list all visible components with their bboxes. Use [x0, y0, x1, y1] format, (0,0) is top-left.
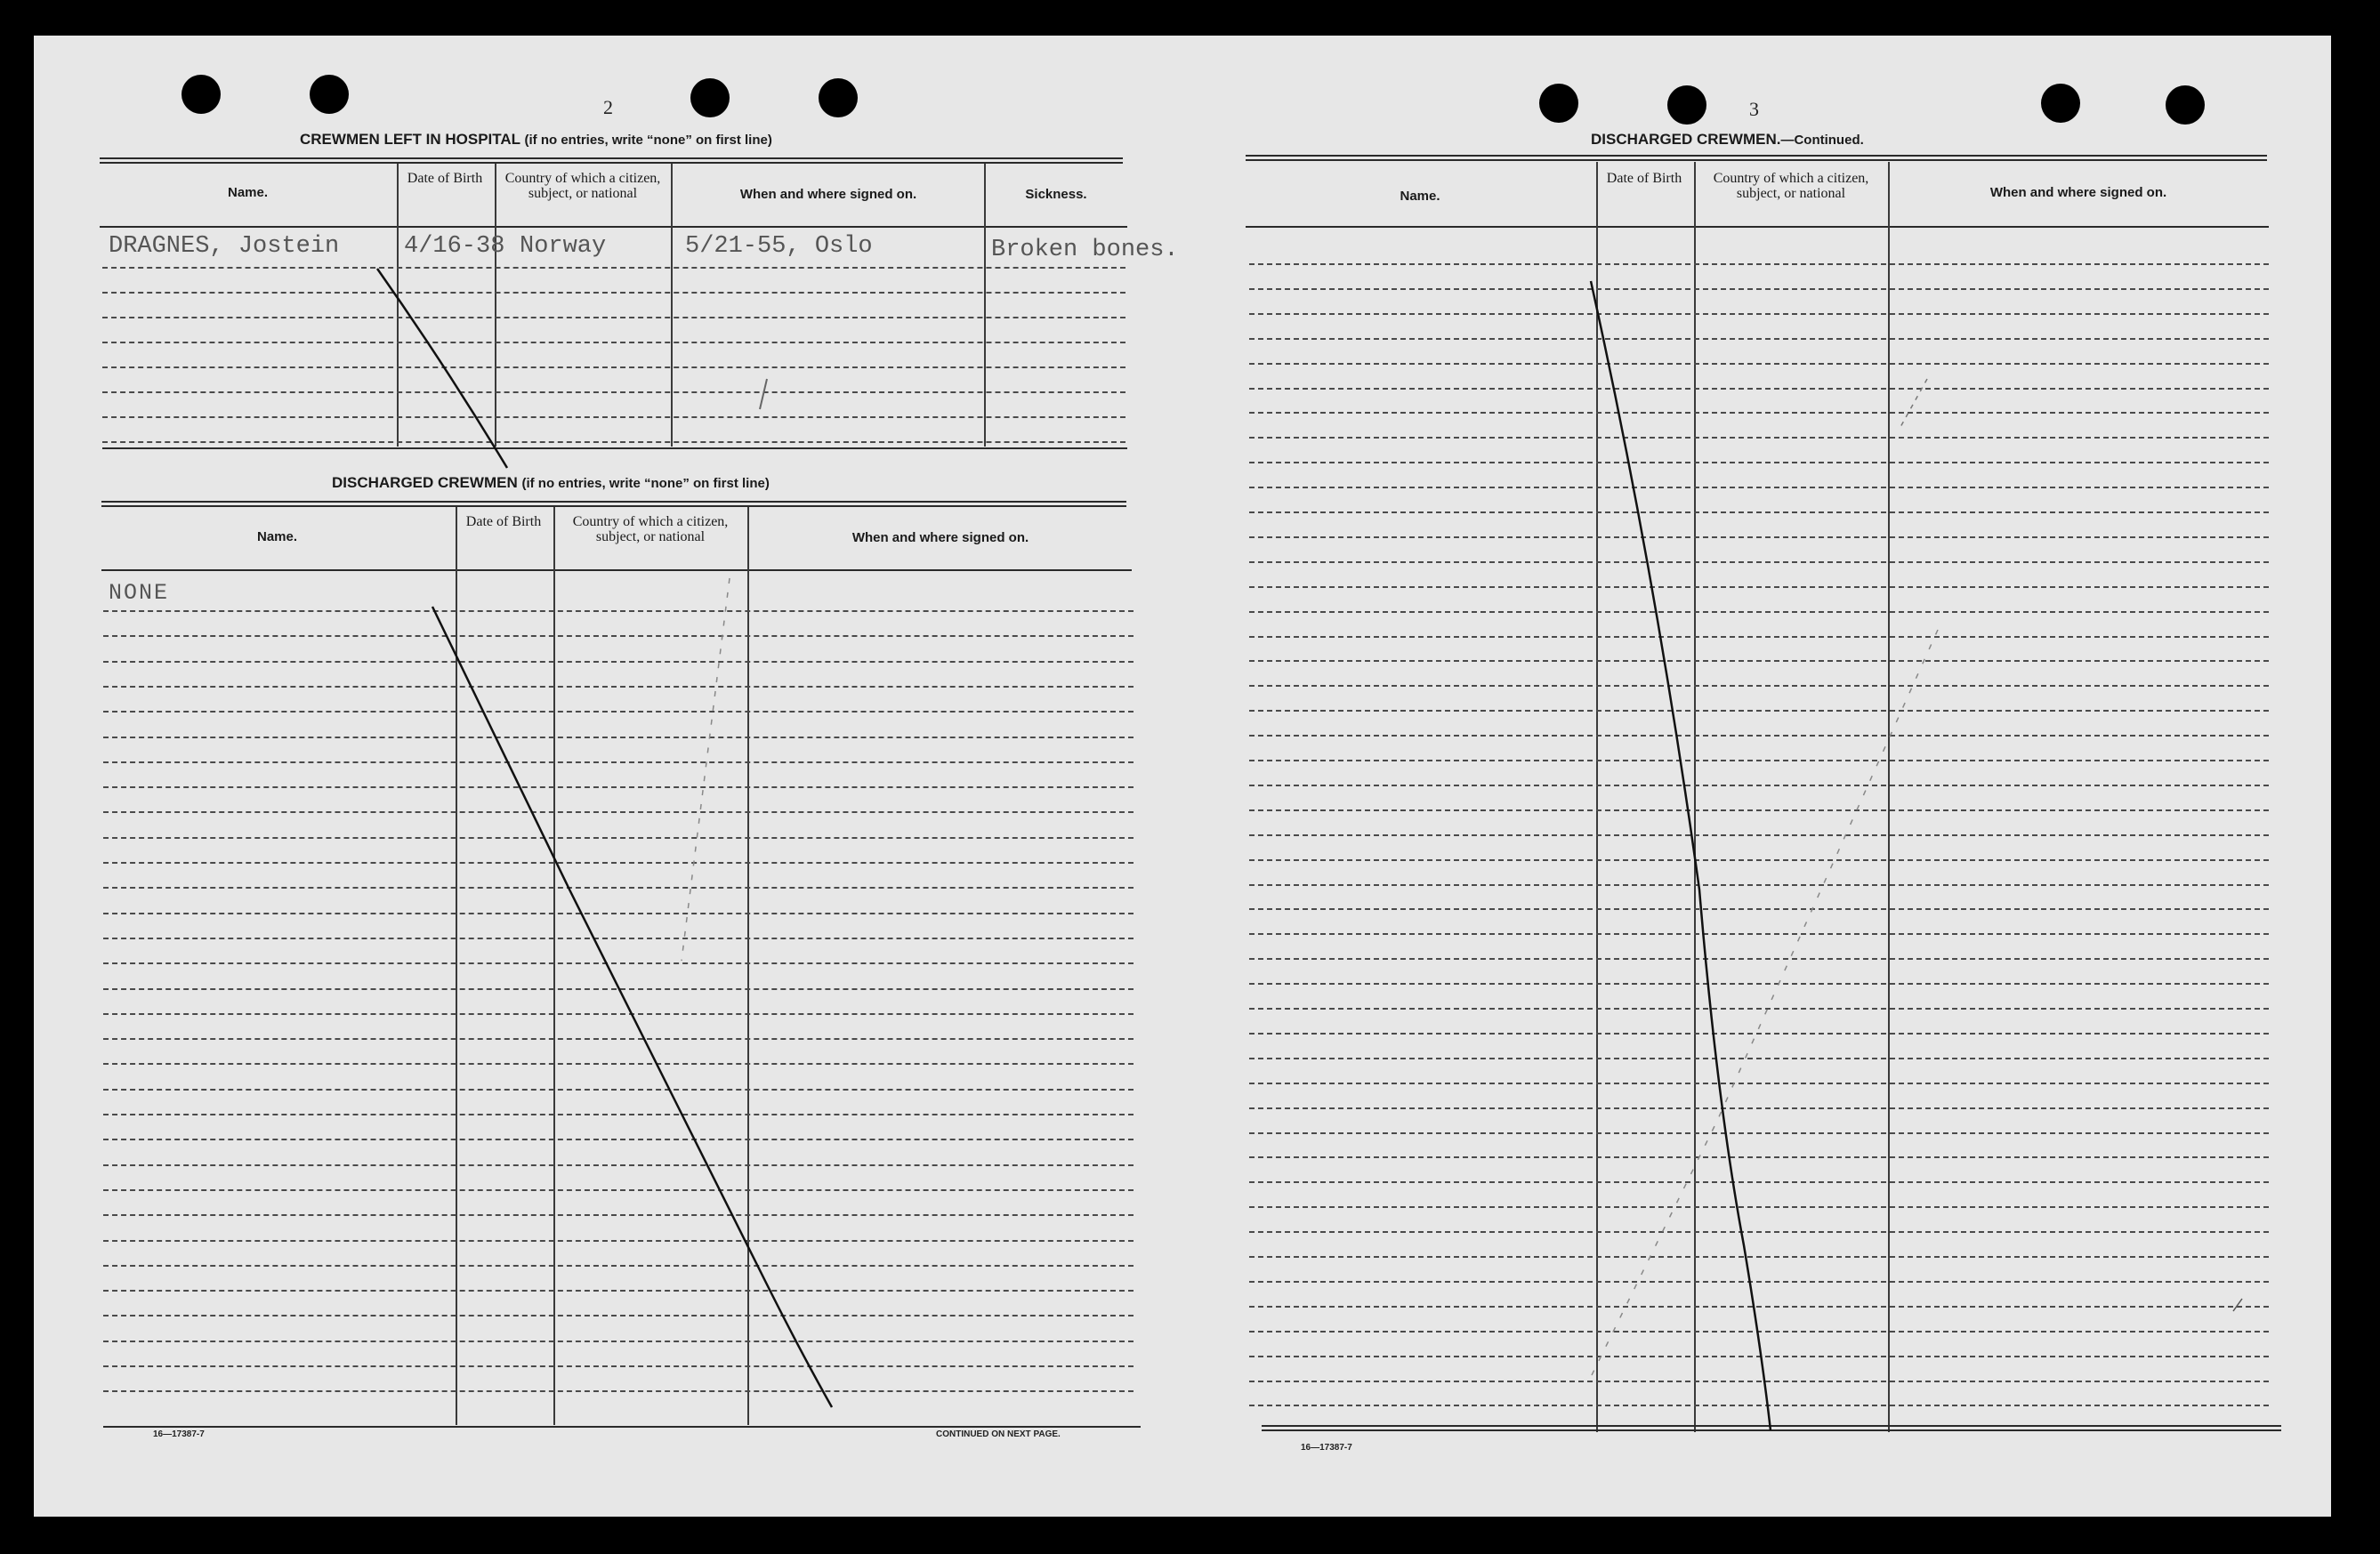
col-header-name: Name.: [1400, 189, 1440, 204]
diagonal-cancel-stroke: [377, 269, 507, 468]
entry-name: DRAGNES, Jostein: [109, 233, 340, 260]
entry-name: NONE: [109, 580, 170, 606]
vertical-cancel-stroke: [1591, 281, 1771, 1430]
col-header-signed-on: When and where signed on.: [1989, 185, 2167, 200]
continued-note: CONTINUED ON NEXT PAGE.: [936, 1429, 1061, 1439]
discharged-title-text: DISCHARGED CREWMEN: [332, 474, 518, 491]
faint-pencil-stroke: [760, 379, 767, 409]
right-title-text: DISCHARGED CREWMEN.: [1591, 131, 1781, 148]
col-header-name: Name.: [227, 185, 269, 200]
col-header-country: Country of which a citizen, subject, or national: [1713, 171, 1869, 201]
form-number: 16—17387-7: [153, 1429, 205, 1439]
col-header-signed-on: When and where signed on.: [739, 187, 917, 202]
hospital-title-note: (if no entries, write “none” on first line): [524, 133, 772, 148]
col-header-signed-on: When and where signed on.: [851, 530, 1029, 545]
entry-country: Norway: [520, 233, 607, 260]
col-header-country: Country of which a citizen, subject, or national: [504, 171, 661, 201]
page-number: 3: [1749, 98, 1759, 120]
diagonal-cancel-stroke: [432, 607, 832, 1407]
col-header-sickness: Sickness.: [1025, 187, 1087, 202]
col-header-dob: Date of Birth: [407, 171, 483, 186]
entry-dob: 4/16-38: [404, 233, 505, 260]
hospital-title-text: CREWMEN LEFT IN HOSPITAL: [300, 131, 520, 148]
right-title-suffix: —Continued.: [1780, 133, 1864, 148]
faint-pencil-stroke: [682, 578, 730, 961]
col-header-dob: Date of Birth: [1606, 171, 1682, 186]
faint-pencil-stroke: [1900, 379, 1927, 427]
entry-signed-on: 5/21-55, Oslo: [685, 233, 873, 260]
col-header-country: Country of which a citizen, subject, or national: [572, 514, 729, 544]
page-number: 2: [603, 96, 613, 118]
faint-pencil-stroke: [1591, 630, 1938, 1377]
faint-pencil-stroke: [2233, 1299, 2242, 1311]
col-header-name: Name.: [256, 529, 298, 544]
entry-sickness: Broken bones.: [991, 237, 1179, 263]
discharged-title-note: (if no entries, write “none” on first line): [521, 476, 770, 491]
form-number: 16—17387-7: [1301, 1443, 1352, 1453]
col-header-dob: Date of Birth: [465, 514, 542, 529]
